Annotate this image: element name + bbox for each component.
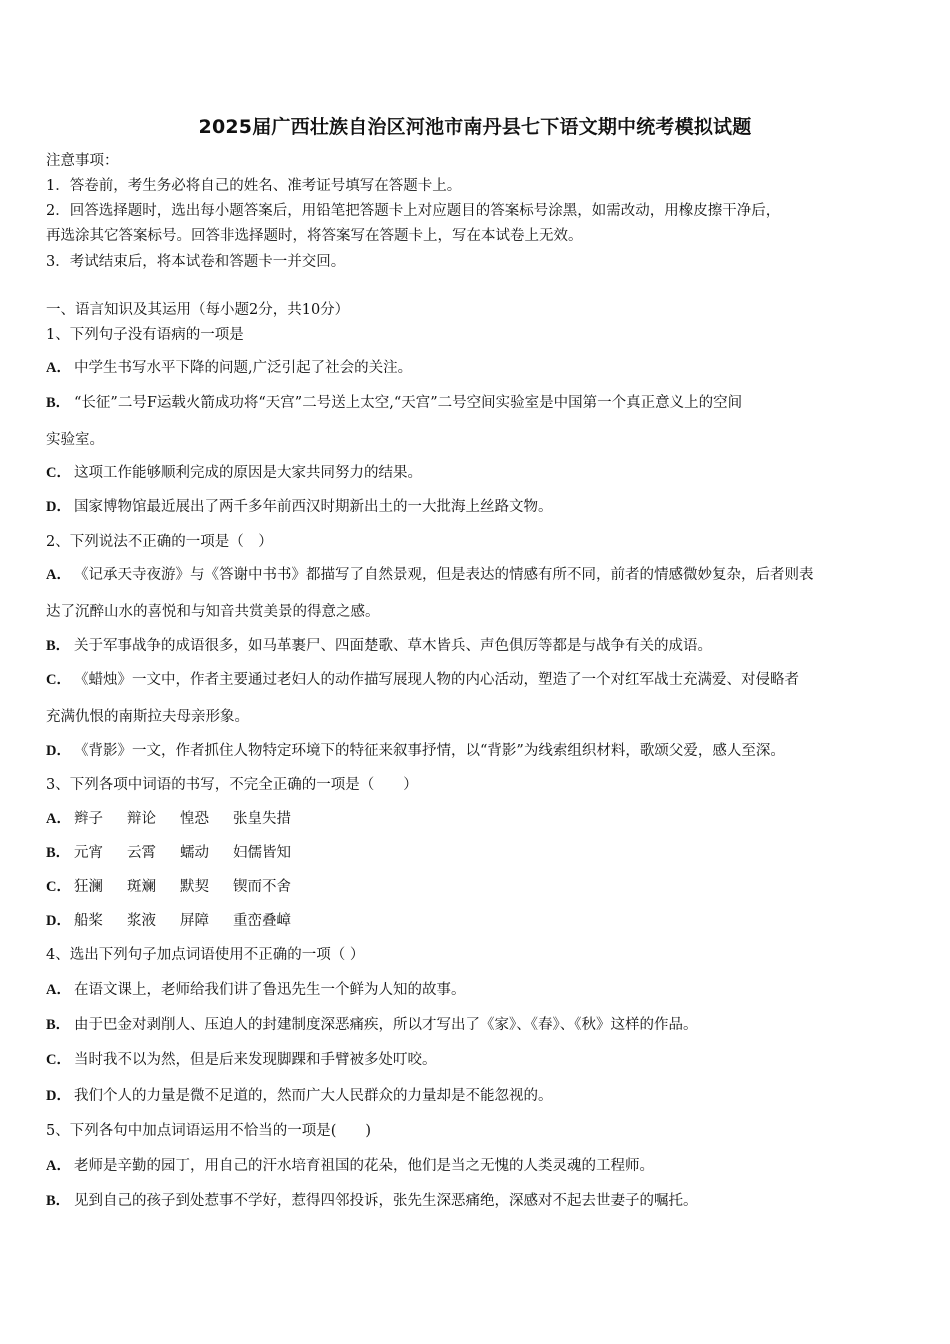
- word: 锲而不舍: [233, 879, 291, 895]
- option-label: C．: [46, 672, 71, 688]
- option-label: D．: [46, 913, 71, 929]
- option-label: A．: [46, 982, 71, 998]
- option-label: A．: [46, 360, 71, 376]
- option-label: C．: [46, 879, 71, 895]
- word: 辫子: [74, 811, 103, 827]
- question-5-option-b: [46, 1192, 698, 1210]
- question-4-option-b: [46, 1016, 698, 1034]
- question-2-option-c-cont: 充满仇恨的南斯拉夫母亲形象。: [46, 709, 249, 725]
- question-3-option-b: [46, 844, 291, 862]
- question-1-option-b-cont: 实验室。: [46, 432, 104, 448]
- option-label: B．: [46, 638, 71, 654]
- question-5-option-a: [46, 1157, 654, 1175]
- option-text: 《记承天寺夜游》与《答谢中书书》都描写了自然景观，但是表达的情感有所不同，前者的情感微妙复杂，后者则表: [74, 567, 814, 583]
- question-1-option-c: [46, 464, 422, 482]
- question-2-option-a-cont: 达了沉醉山水的喜悦和与知音共赏美景的得意之感。: [46, 604, 380, 620]
- question-4-stem: 4、选出下列句子加点词语使用不正确的一项（ ）: [46, 947, 365, 963]
- question-2-option-c: [46, 671, 799, 689]
- word: 重峦叠嶂: [233, 913, 291, 929]
- option-text: 由于巴金对剥削人、压迫人的封建制度深恶痛疾，所以才写出了《家》、《春》、《秋》这样的作品。: [74, 1017, 698, 1033]
- word: 惶恐: [180, 811, 209, 827]
- word: 屏障: [180, 913, 209, 929]
- question-4-option-a: [46, 981, 466, 999]
- word: 蠕动: [180, 845, 209, 861]
- notice-item-3: 3．考试结束后，将本试卷和答题卡一并交回。: [46, 254, 346, 270]
- question-1-option-a: [46, 359, 412, 377]
- option-label: D．: [46, 499, 71, 515]
- notice-item-2: 2．回答选择题时，选出每小题答案后，用铅笔把答题卡上对应题目的答案标号涂黑，如需改动，用橡皮擦干净后，: [46, 203, 781, 219]
- option-text: 见到自己的孩子到处惹事不学好，惹得四邻投诉，张先生深恶痛绝，深感对不起去世妻子的嘱托。: [74, 1193, 698, 1209]
- option-text: 《蜡烛》一文中，作者主要通过老妇人的动作描写展现人物的内心活动，塑造了一个对红军战士充满爱、对侵略者: [74, 672, 799, 688]
- option-label: D．: [46, 743, 71, 759]
- question-3-option-c: [46, 878, 291, 896]
- section-heading: 一、语言知识及其运用（每小题2分，共10分）: [46, 302, 350, 318]
- question-1-stem: 1、下列句子没有语病的一项是: [46, 327, 244, 343]
- word: 妇儒皆知: [233, 845, 291, 861]
- question-4-option-d: [46, 1087, 553, 1105]
- page-title: 2025届广西壮族自治区河池市南丹县七下语文期中统考模拟试题: [198, 116, 752, 138]
- notice-item-1: 1．答卷前，考生务必将自己的姓名、准考证号填写在答题卡上。: [46, 178, 462, 194]
- question-2-option-b: [46, 637, 712, 655]
- option-text: 中学生书写水平下降的问题,广泛引起了社会的关注。: [74, 360, 413, 376]
- option-label: C．: [46, 1052, 71, 1068]
- option-text: 当时我不以为然，但是后来发现脚踝和手臂被多处叮咬。: [74, 1052, 437, 1068]
- option-text: 《背影》一文，作者抓住人物特定环境下的特征来叙事抒情，以“背影”为线索组织材料，歌颂父爱，感人至深。: [74, 743, 785, 759]
- question-1-option-b: [46, 394, 742, 412]
- option-label: A．: [46, 1158, 71, 1174]
- notice-item-2-cont: 再选涂其它答案标号。回答非选择题时，将答案写在答题卡上，写在本试卷上无效。: [46, 228, 583, 244]
- word: 浆液: [127, 913, 156, 929]
- question-2-option-a: [46, 566, 814, 584]
- question-4-option-c: [46, 1051, 437, 1069]
- option-label: B．: [46, 395, 71, 411]
- word: 元宵: [74, 845, 103, 861]
- word: 辩论: [127, 811, 156, 827]
- option-label: D．: [46, 1088, 71, 1104]
- word: 狂澜: [74, 879, 103, 895]
- option-label: A．: [46, 567, 71, 583]
- option-text: 这项工作能够顺利完成的原因是大家共同努力的结果。: [74, 465, 422, 481]
- question-2-stem: 2、下列说法不正确的一项是（ ）: [46, 534, 273, 550]
- option-text: 我们个人的力量是微不足道的，然而广大人民群众的力量却是不能忽视的。: [74, 1088, 553, 1104]
- option-label: B．: [46, 1193, 71, 1209]
- option-text: “长征”二号F运载火箭成功将“天宫”二号送上太空,“天宫”二号空间实验室是中国第一个真正意义上的空间: [74, 395, 743, 411]
- question-2-option-d: [46, 742, 785, 760]
- question-1-option-d: [46, 498, 553, 516]
- question-3-option-a: [46, 810, 291, 828]
- word: 张皇失措: [233, 811, 291, 827]
- word: 船桨: [74, 913, 103, 929]
- option-text: 老师是辛勤的园丁，用自己的汗水培育祖国的花朵，他们是当之无愧的人类灵魂的工程师。: [74, 1158, 654, 1174]
- question-3-option-d: [46, 912, 291, 930]
- word: 默契: [180, 879, 209, 895]
- word: 斑斓: [127, 879, 156, 895]
- option-label: B．: [46, 845, 71, 861]
- option-text: 关于军事战争的成语很多，如马革裹尸、四面楚歌、草木皆兵、声色俱厉等都是与战争有关的成语。: [74, 638, 712, 654]
- option-text: 在语文课上，老师给我们讲了鲁迅先生一个鲜为人知的故事。: [74, 982, 466, 998]
- option-label: A．: [46, 811, 71, 827]
- notice-heading: 注意事项：: [46, 153, 119, 169]
- option-label: C．: [46, 465, 71, 481]
- question-3-stem: 3、下列各项中词语的书写，不完全正确的一项是（ ）: [46, 777, 418, 793]
- option-text: 国家博物馆最近展出了两千多年前西汉时期新出土的一大批海上丝路文物。: [74, 499, 553, 515]
- question-5-stem: 5、下列各句中加点词语运用不恰当的一项是( ): [46, 1123, 372, 1139]
- option-label: B．: [46, 1017, 71, 1033]
- word: 云霄: [127, 845, 156, 861]
